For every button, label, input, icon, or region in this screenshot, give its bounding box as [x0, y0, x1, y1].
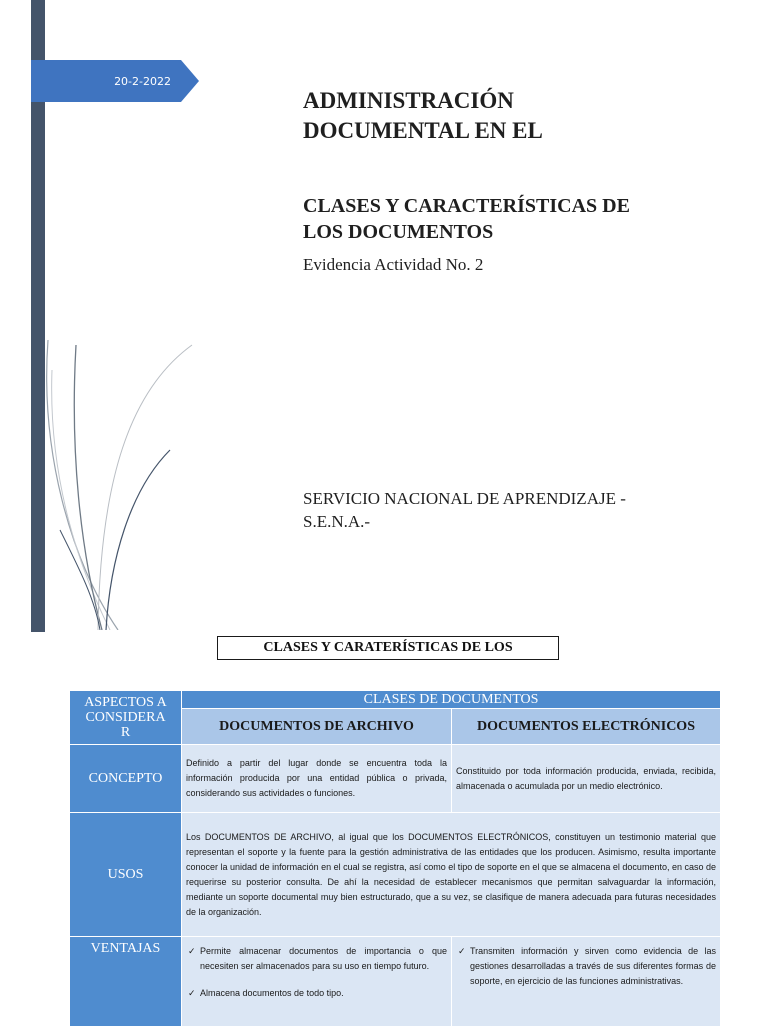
cover-institution [303, 487, 723, 533]
list-item [456, 944, 716, 989]
aspects-header-line3: R [120, 725, 131, 740]
table-row-ventajas [70, 937, 721, 1027]
table-row-concepto [70, 745, 721, 813]
usos-cell: Los DOCUMENTOS DE ARCHIVO, al igual que los DOCUMENTOS ELECTRÓNICOS, constituyen un testimonio material que representan el soporte y la fuente para la gestión administrativa de las entidades que los producen. Asimismo, resulta importante conocer la unidad de información en el cual se registra, así como el tipo de soporte en el que se almacena el documento, en caso de requerirse su posterior consulta. De ahí la necesidad de establecer mecanismos que permitan salvaguardar la información, mediante un soporte documental muy bien estructurado, que a su vez, se clasifique de manera adecuada para futuras necesidades de la organización. [182, 813, 721, 937]
ventajas-electronicos-cell [452, 937, 721, 1027]
table-row-usos [70, 813, 721, 937]
check-icon: ✓ [188, 946, 196, 956]
row-label-ventajas: VENTAJAS [70, 937, 182, 1027]
concepto-archivo-cell: Definido a partir del lugar donde se encuentra toda la información producida por una entidad pública o privada, considerando sus actividades o funciones. [182, 745, 452, 813]
concepto-electronicos-cell: Constituido por toda información producida, enviada, recibida, almacenada o acumulada por un medio electrónico. [452, 745, 721, 813]
cover-institution-line2: S.E.N.A.- [303, 512, 371, 531]
list-item-text: Permite almacenar documentos de importancia o que necesiten ser almacenados para su uso en tiempo futuro. [200, 946, 447, 971]
table-title: CLASES Y CARATERÍSTICAS DE LOS [217, 636, 559, 660]
aspects-header [70, 691, 182, 745]
cover-title-line2: DOCUMENTAL EN EL [303, 118, 543, 143]
row-label-usos: USOS [70, 813, 182, 937]
cover-subtitle-line2: LOS DOCUMENTOS [303, 221, 494, 243]
cover-title [303, 86, 723, 146]
check-icon: ✓ [458, 946, 466, 956]
list-item [186, 944, 447, 974]
ventajas-electronicos-list [456, 944, 716, 989]
archive-documents-header: DOCUMENTOS DE ARCHIVO [182, 709, 452, 745]
table-header-row [70, 691, 721, 709]
ventajas-archivo-list [186, 944, 447, 1001]
document-classes-header: CLASES DE DOCUMENTOS [182, 691, 721, 709]
cover-title-line1: ADMINISTRACIÓN [303, 88, 514, 113]
cover-date: 20-2-2022 [114, 74, 171, 88]
list-item-text: Transmiten información y sirven como evidencia de las gestiones desarrolladas a través de sus diferentes formas de soporte, en ejercicio de las funciones administrativas. [470, 946, 717, 986]
list-item [186, 986, 447, 1001]
cover-evidence: Evidencia Actividad No. 2 [303, 255, 484, 274]
cover-institution-line1: SERVICIO NACIONAL DE APRENDIZAJE - [303, 489, 626, 508]
aspects-header-line2: CONSIDERA [85, 710, 166, 725]
decorative-curves [40, 330, 200, 630]
cover-subtitle-line1: CLASES Y CARACTERÍSTICAS DE [303, 195, 630, 217]
cover-subtitle [303, 193, 683, 245]
row-label-concepto: CONCEPTO [70, 745, 182, 813]
list-item-text: Almacena documentos de todo tipo. [200, 988, 344, 998]
document-classes-table [69, 690, 721, 1027]
date-tag [31, 60, 199, 102]
electronic-documents-header: DOCUMENTOS ELECTRÓNICOS [452, 709, 721, 745]
ventajas-archivo-cell [182, 937, 452, 1027]
aspects-header-line1: ASPECTOS A [84, 695, 167, 710]
check-icon: ✓ [188, 988, 196, 998]
